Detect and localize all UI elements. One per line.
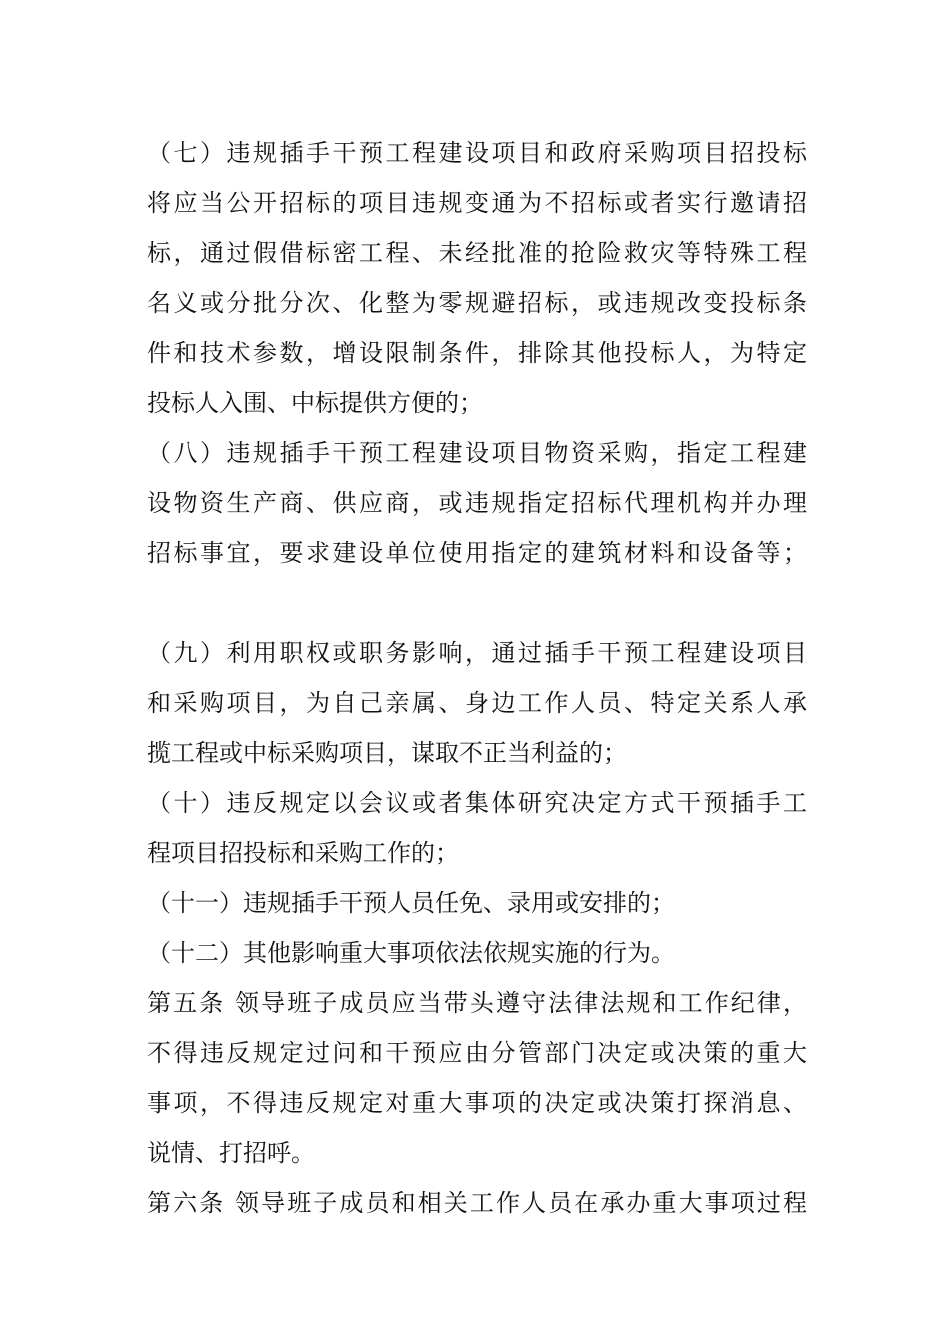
text-line: 事项，不得违反规定对重大事项的决定或决策打探消息、 <box>147 1089 807 1117</box>
text-line: 程项目招投标和采购工作的； <box>147 839 459 867</box>
text-line: （十）违反规定以会议或者集体研究决定方式干预插手工 <box>147 789 807 817</box>
text-line: （十一）违规插手干预人员任免、录用或安排的； <box>147 889 675 917</box>
text-line: 件和技术参数，增设限制条件，排除其他投标人，为特定 <box>147 339 807 367</box>
text-line: 名义或分批分次、化整为零规避招标，或违规改变投标条 <box>147 289 807 317</box>
text-line: 说情、打招呼。 <box>147 1139 315 1167</box>
document-body <box>147 128 807 1228</box>
text-line: 设物资生产商、供应商，或违规指定招标代理机构并办理 <box>147 489 807 517</box>
text-line: 揽工程或中标采购项目，谋取不正当利益的； <box>147 739 627 767</box>
paragraph-gap <box>147 578 807 628</box>
text-line: 招标事宜，要求建设单位使用指定的建筑材料和设备等； <box>147 539 807 567</box>
text-line: 标，通过假借标密工程、未经批准的抢险救灾等特殊工程 <box>147 239 807 267</box>
text-line: 投标人入围、中标提供方便的； <box>147 389 483 417</box>
text-line: （十二）其他影响重大事项依法依规实施的行为。 <box>147 939 675 967</box>
text-line: （九）利用职权或职务影响，通过插手干预工程建设项目 <box>147 639 807 667</box>
text-line: 第五条 领导班子成员应当带头遵守法律法规和工作纪律， <box>147 989 807 1017</box>
text-line: （八）违规插手干预工程建设项目物资采购，指定工程建 <box>147 439 807 467</box>
text-line: 和采购项目，为自己亲属、身边工作人员、特定关系人承 <box>147 689 807 717</box>
text-line: （七）违规插手干预工程建设项目和政府采购项目招投标 <box>147 139 807 167</box>
text-line: 不得违反规定过问和干预应由分管部门决定或决策的重大 <box>147 1039 807 1067</box>
text-line: 将应当公开招标的项目违规变通为不招标或者实行邀请招 <box>147 189 807 217</box>
text-line: 第六条 领导班子成员和相关工作人员在承办重大事项过程 <box>147 1189 807 1217</box>
